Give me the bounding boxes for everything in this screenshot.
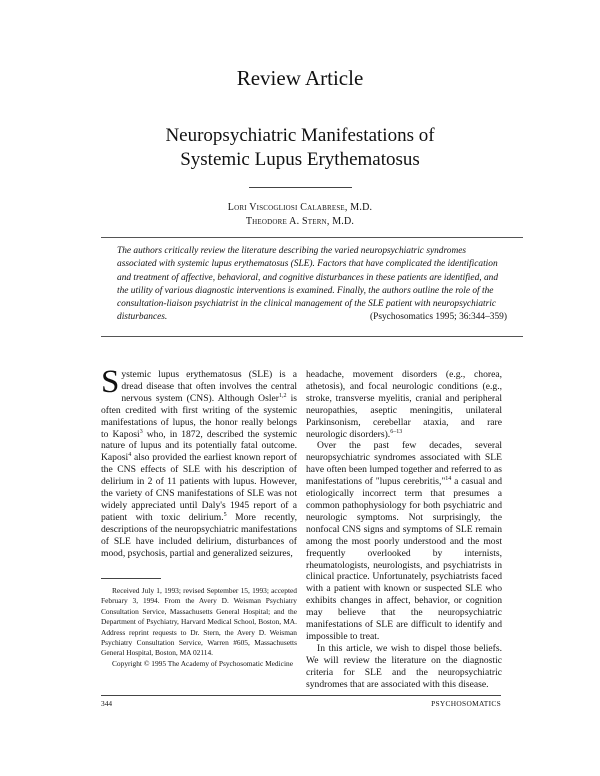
paragraph-4: In this article, we wish to dispel those beliefs. We will review the literature on the diagnostic criteria for SLE and the neuropsychiatric syndromes that are associated with this disease. [306,642,502,690]
abstract-citation: (Psychosomatics 1995; 36:344–359) [370,312,507,323]
footnote-divider [101,578,161,579]
copyright-note: Copyright © 1995 The Academy of Psychosomatic Medicine [112,658,293,668]
footnotes [101,586,297,669]
title-line-2: Systemic Lupus Erythematosus [180,149,420,170]
footer-divider [101,695,501,696]
article-title [0,124,600,172]
body-column-right [306,369,502,690]
author-1: Lori Viscogliosi Calabrese, M.D. [227,202,373,213]
abstract-box [101,237,523,337]
drop-cap: S [101,364,120,400]
author-list [0,201,600,229]
title-divider [249,187,352,188]
title-line-1: Neuropsychiatric Manifestations of [165,125,435,146]
paragraph-2: headache, movement disorders (e.g., chorea, athetosis), and focal neurologic conditions (e.g., stroke, transverse myelitis, cranial and peripheral neuropathies, aseptic meningitis, unilateral Parkinsonism, cerebellar ataxia, and rare neurologic disorders).$^{6-13}$ [306,369,502,440]
received-note: Received July 1, 1993; revised September 15, 1993; accepted February 3, 1994. From the Avery D. Weisman Psychiatry Consultation Service, Massachusetts General Hospital; and the Department of Psychiatry, Harvard Medical School, Boston, MA. Address reprint requests to Dr. Stern, the Avery D. Weisman Psychiatry Consultation Service, Warren #605, Massachusetts General Hospital, Boston, MA 02114. [101,586,297,658]
paragraph-3: Over the past few decades, several neuropsychiatric syndromes associated with SLE have often been lumped together and referred to as manifestations of "lupus cerebritis,"$^{14}$ a casual and etiologically incorrect term that presumes a common pathophysiology for both psychiatric and neurologic symptoms. Not surprisingly, the nonfocal CNS signs and symptoms of SLE remain among the most poorly understood and the most frequently overlooked by internists, rheumatologists, neurologists, and psychiatrists in clinical practice. Unfortunately, psychiatrists faced with a patient with known or suspected SLE who exhibits changes in affect, behavior, or cognition may believe that the neuropsychiatric manifestations of SLE are difficult to identify and impossible to treat. [306,440,502,642]
journal-name: PSYCHOSOMATICS [431,699,501,708]
abstract-text: The authors critically review the literature describing the varied neuropsychiatric syndromes associated with systemic lupus erythematosus (SLE). Factors that have complicated the identification and treatment of affective, behavioral, and cognitive disturbances in these patients are identified, and the utility of various diagnostic interventions is examined. Finally, the authors outline the role of the consultation-liaison psychiatrist in the clinical management of the SLE patient with neuropsychiatric disturbances. [117,246,499,323]
author-2: Theodore A. Stern, M.D. [245,216,355,227]
paragraph-1: Systemic lupus erythematosus (SLE) is a dread disease that often involves the central nervous system (CNS). Although Osler$^{1,2}$ is often credited with first writing of the systemic manifestations of lupus, the honor really belongs to Kaposi$^3$ who, in 1872, described the systemic nature of lupus and its potentially fatal outcome. Kaposi$^4$ also provided the earliest known report of the CNS effects of SLE with his description of delirium in 2 of 11 patients with lupus. However, the variety of CNS manifestations of SLE was not widely appreciated until Daly's 1945 report of a patient with toxic delirium.$^5$ More recently, descriptions of the neuropsychiatric manifestations of SLE have included delirium, disturbances of mood, psychosis, partial and generalized seizures, [101,364,297,559]
page-number: 344 [101,699,113,708]
section-heading: Review Article [236,66,364,90]
body-column-left [101,364,297,560]
